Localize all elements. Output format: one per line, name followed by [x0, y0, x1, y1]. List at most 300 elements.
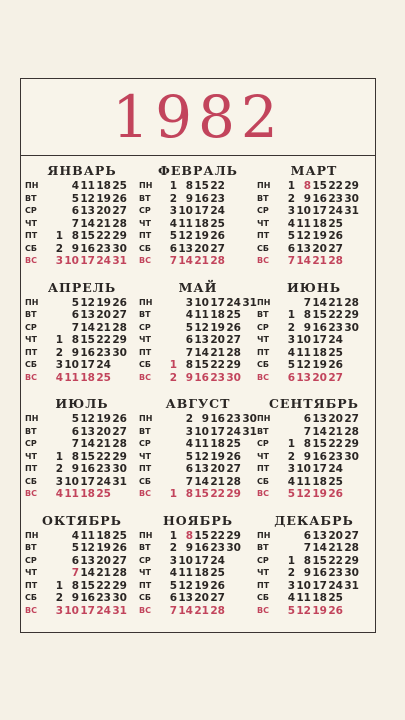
- day-cell: 2: [287, 450, 295, 463]
- day-cell: 19: [312, 230, 327, 242]
- day-cell: 16: [80, 463, 95, 475]
- day-cell: 9: [303, 450, 311, 463]
- day-cell: 21: [210, 346, 225, 359]
- day-cell: 9: [71, 242, 79, 255]
- day-cell: 5: [287, 604, 295, 617]
- day-cell: 22: [96, 579, 111, 592]
- weekday-label: СР: [139, 322, 151, 332]
- year-title: 1982: [112, 83, 284, 151]
- day-cell: 4: [185, 438, 193, 450]
- weekday-label: СР: [25, 555, 37, 565]
- day-cell: 7: [71, 567, 79, 579]
- weekday-label: ВС: [139, 372, 151, 382]
- weekday-label: ЧТ: [25, 451, 37, 461]
- weekday-label: ВТ: [139, 310, 151, 319]
- day-cell: 15: [194, 529, 209, 542]
- day-cell: 29: [226, 529, 241, 542]
- empty-cell: [161, 476, 177, 489]
- weekday-label: ЧТ: [25, 335, 37, 344]
- day-cell: 20: [328, 413, 343, 425]
- day-cell: 27: [328, 371, 343, 384]
- weekday-label: ВС: [25, 372, 37, 382]
- day-cell: 23: [96, 242, 111, 255]
- day-cell: 15: [312, 309, 327, 321]
- day-cell: 31: [242, 425, 257, 438]
- day-cell: 18: [312, 217, 327, 230]
- month-name: НОЯБРЬ: [162, 512, 234, 528]
- day-cell: 6: [185, 463, 193, 475]
- day-cell: 22: [328, 554, 343, 567]
- day-cell: 24: [96, 604, 111, 617]
- month-block: [257, 279, 371, 396]
- empty-cell: [111, 359, 127, 372]
- day-cell: 17: [312, 463, 327, 475]
- month-name: СЕНТЯБРЬ: [268, 396, 359, 411]
- day-cell: 22: [96, 230, 111, 242]
- weekday-label: ПН: [139, 530, 153, 540]
- day-cell: 10: [64, 604, 79, 617]
- empty-cell: [47, 205, 63, 218]
- day-cell: 1: [55, 450, 63, 463]
- empty-cell: [47, 297, 63, 310]
- day-cell: 28: [344, 296, 359, 309]
- day-cell: 25: [328, 346, 343, 359]
- day-cell: 10: [64, 359, 79, 371]
- day-cell: 23: [96, 346, 111, 359]
- empty-cell: [343, 255, 359, 268]
- day-cell: 24: [96, 359, 111, 371]
- weekday-label: ПТ: [139, 347, 152, 357]
- day-cell: 29: [112, 579, 127, 592]
- empty-cell: [161, 413, 177, 426]
- day-cell: 30: [344, 321, 359, 334]
- day-cell: 15: [312, 438, 327, 450]
- day-cell: 14: [80, 438, 95, 450]
- day-cell: 31: [344, 205, 359, 217]
- day-cell: 10: [296, 463, 311, 475]
- day-cell: 2: [55, 463, 63, 475]
- empty-cell: [343, 243, 359, 256]
- day-cell: 24: [96, 255, 111, 267]
- day-cell: 31: [112, 475, 127, 488]
- day-cell: 12: [194, 450, 209, 463]
- day-cell: 9: [303, 567, 311, 579]
- weekday-label: ВТ: [25, 310, 37, 319]
- day-cell: 17: [80, 604, 95, 617]
- day-cell: 6: [71, 425, 79, 438]
- day-cell: 7: [71, 438, 79, 450]
- day-cell: 30: [226, 371, 241, 384]
- day-cell: 23: [328, 567, 343, 579]
- weekday-label: ПН: [25, 530, 39, 540]
- day-cell: 16: [312, 450, 327, 463]
- weekday-label: ПН: [139, 181, 153, 190]
- day-cell: 23: [328, 450, 343, 463]
- day-cell: 8: [71, 334, 79, 346]
- day-cell: 29: [112, 334, 127, 346]
- day-cell: 8: [185, 488, 193, 500]
- weekday-label: ВС: [139, 489, 151, 498]
- weekday-label: СР: [257, 439, 269, 448]
- day-cell: 14: [312, 542, 327, 554]
- day-cell: 28: [226, 475, 241, 488]
- day-cell: 30: [226, 542, 241, 554]
- day-cell: 28: [210, 604, 225, 617]
- day-cell: 19: [312, 359, 327, 371]
- day-cell: 16: [194, 371, 209, 384]
- day-cell: 11: [296, 475, 311, 488]
- day-cell: 25: [226, 309, 241, 321]
- empty-cell: [47, 567, 63, 580]
- day-cell: 30: [112, 592, 127, 604]
- weekday-label: ВТ: [257, 426, 269, 436]
- empty-cell: [241, 359, 257, 372]
- month-name: ДЕКАБРЬ: [274, 512, 354, 528]
- weekday-label: ВТ: [139, 543, 151, 552]
- day-cell: 8: [303, 554, 311, 567]
- empty-cell: [47, 309, 63, 322]
- weekday-label: СБ: [257, 593, 269, 602]
- day-cell: 22: [210, 180, 225, 192]
- weekday-label: СР: [257, 206, 269, 215]
- month-name: ИЮНЬ: [286, 279, 342, 295]
- day-cell: 20: [96, 425, 111, 438]
- day-cell: 17: [312, 579, 327, 592]
- day-cell: 22: [96, 450, 111, 463]
- empty-cell: [161, 426, 177, 439]
- day-cell: 18: [96, 180, 111, 192]
- day-cell: 16: [312, 567, 327, 579]
- day-cell: 20: [96, 205, 111, 217]
- day-cell: 5: [287, 230, 295, 242]
- empty-cell: [343, 218, 359, 231]
- weekday-label: СБ: [25, 243, 37, 253]
- month-name: ФЕВРАЛЬ: [158, 163, 238, 178]
- empty-cell: [279, 426, 295, 439]
- day-cell: 23: [210, 371, 225, 384]
- day-cell: 16: [80, 346, 95, 359]
- day-cell: 30: [112, 242, 127, 255]
- day-cell: 11: [296, 346, 311, 359]
- day-cell: 2: [287, 567, 295, 579]
- day-cell: 11: [194, 438, 209, 450]
- day-cell: 30: [344, 450, 359, 463]
- day-cell: 23: [226, 413, 241, 425]
- day-cell: 21: [210, 475, 225, 488]
- day-cell: 17: [194, 554, 209, 567]
- day-cell: 9: [71, 463, 79, 475]
- day-cell: 22: [210, 488, 225, 500]
- day-cell: 1: [287, 554, 295, 567]
- day-cell: 25: [210, 567, 225, 579]
- weekday-label: ВТ: [139, 426, 151, 436]
- day-cell: 6: [169, 592, 177, 604]
- weekday-label: ВТ: [139, 193, 151, 203]
- day-cell: 10: [296, 579, 311, 592]
- day-cell: 10: [296, 334, 311, 346]
- weekday-label: ВС: [25, 256, 37, 265]
- day-cell: 9: [303, 321, 311, 334]
- empty-cell: [343, 592, 359, 605]
- day-cell: 15: [80, 450, 95, 463]
- weekday-label: ПТ: [25, 231, 38, 240]
- day-cell: 20: [312, 242, 327, 255]
- weekday-label: ВС: [139, 605, 151, 615]
- day-cell: 30: [344, 567, 359, 579]
- empty-cell: [161, 322, 177, 335]
- empty-cell: [279, 530, 295, 543]
- day-cell: 12: [194, 321, 209, 334]
- empty-cell: [161, 463, 177, 476]
- day-cell: 21: [328, 425, 343, 438]
- weekday-label: ПТ: [257, 231, 270, 240]
- empty-cell: [111, 372, 127, 385]
- day-cell: 4: [169, 217, 177, 230]
- day-cell: 20: [328, 529, 343, 542]
- weekday-label: СР: [257, 322, 269, 332]
- day-cell: 6: [71, 554, 79, 567]
- day-cell: 13: [194, 334, 209, 346]
- day-cell: 25: [328, 592, 343, 604]
- day-cell: 13: [80, 554, 95, 567]
- month-block: [139, 279, 257, 396]
- day-cell: 6: [303, 529, 311, 542]
- day-cell: 13: [80, 425, 95, 438]
- empty-cell: [225, 567, 241, 580]
- day-cell: 10: [194, 296, 209, 309]
- empty-cell: [241, 438, 257, 451]
- day-cell: 16: [210, 413, 225, 425]
- day-cell: 21: [96, 438, 111, 450]
- day-cell: 19: [312, 488, 327, 500]
- day-cell: 18: [312, 592, 327, 604]
- day-cell: 6: [71, 309, 79, 321]
- weekday-label: ПТ: [257, 347, 270, 357]
- empty-cell: [343, 476, 359, 489]
- day-cell: 26: [112, 413, 127, 425]
- day-cell: 27: [112, 309, 127, 321]
- day-cell: 19: [210, 321, 225, 334]
- weekday-label: ПН: [139, 414, 153, 423]
- day-cell: 16: [194, 542, 209, 554]
- month-block: [139, 395, 257, 512]
- day-cell: 4: [287, 217, 295, 230]
- day-cell: 31: [242, 296, 257, 309]
- weekday-label: СР: [25, 322, 37, 332]
- day-cell: 2: [55, 242, 63, 255]
- day-cell: 17: [210, 425, 225, 438]
- day-cell: 7: [185, 346, 193, 359]
- day-cell: 13: [312, 413, 327, 425]
- weekday-label: СР: [25, 206, 37, 215]
- day-cell: 22: [210, 529, 225, 542]
- day-cell: 27: [328, 242, 343, 255]
- day-cell: 21: [96, 217, 111, 230]
- day-cell: 27: [112, 425, 127, 438]
- day-cell: 9: [71, 346, 79, 359]
- day-cell: 3: [169, 554, 177, 567]
- day-cell: 27: [344, 413, 359, 425]
- day-cell: 29: [344, 554, 359, 567]
- day-cell: 26: [328, 488, 343, 500]
- day-cell: 30: [344, 192, 359, 205]
- weekday-label: СР: [139, 555, 151, 565]
- day-cell: 3: [185, 296, 193, 309]
- empty-cell: [47, 426, 63, 439]
- day-cell: 5: [287, 359, 295, 371]
- day-cell: 18: [80, 371, 95, 384]
- empty-cell: [343, 463, 359, 476]
- day-cell: 16: [194, 192, 209, 205]
- day-cell: 1: [169, 488, 177, 500]
- day-cell: 11: [194, 309, 209, 321]
- weekday-label: ПТ: [139, 231, 152, 240]
- empty-cell: [343, 230, 359, 243]
- weekday-label: ЧТ: [139, 568, 151, 577]
- day-cell: 3: [287, 579, 295, 592]
- day-cell: 13: [296, 371, 311, 384]
- day-cell: 27: [112, 554, 127, 567]
- months-grid: [21, 156, 375, 632]
- day-cell: 10: [64, 255, 79, 267]
- day-cell: 12: [178, 230, 193, 242]
- empty-cell: [47, 438, 63, 451]
- empty-cell: [225, 580, 241, 593]
- day-cell: 1: [55, 230, 63, 242]
- weekday-label: ЧТ: [257, 568, 269, 577]
- weekday-label: СБ: [139, 593, 151, 602]
- day-cell: 2: [169, 371, 177, 384]
- empty-cell: [225, 592, 241, 605]
- weekday-label: СБ: [139, 476, 151, 486]
- day-cell: 24: [96, 475, 111, 488]
- day-cell: 8: [71, 230, 79, 242]
- day-cell: 23: [96, 592, 111, 604]
- day-cell: 29: [344, 180, 359, 192]
- day-cell: 8: [185, 359, 193, 371]
- day-cell: 12: [296, 359, 311, 371]
- empty-cell: [111, 488, 127, 501]
- day-cell: 28: [226, 346, 241, 359]
- day-cell: 9: [303, 192, 311, 205]
- day-cell: 20: [96, 554, 111, 567]
- day-cell: 5: [169, 230, 177, 242]
- month-block: [25, 279, 139, 396]
- day-cell: 14: [80, 321, 95, 334]
- weekday-label: ВС: [25, 489, 37, 498]
- day-cell: 26: [328, 230, 343, 242]
- day-cell: 24: [226, 296, 241, 309]
- empty-cell: [343, 605, 359, 618]
- day-cell: 15: [80, 334, 95, 346]
- day-cell: 8: [185, 180, 193, 192]
- day-cell: 1: [55, 579, 63, 592]
- day-cell: 25: [210, 217, 225, 230]
- day-cell: 11: [80, 180, 95, 192]
- day-cell: 9: [185, 371, 193, 384]
- day-cell: 17: [210, 296, 225, 309]
- day-cell: 4: [55, 371, 63, 384]
- day-cell: 5: [169, 579, 177, 592]
- empty-cell: [241, 322, 257, 335]
- day-cell: 26: [328, 604, 343, 617]
- weekday-label: ЧТ: [25, 568, 37, 577]
- day-cell: 11: [296, 592, 311, 604]
- day-cell: 25: [328, 475, 343, 488]
- empty-cell: [241, 451, 257, 464]
- month-block: [139, 512, 257, 629]
- day-cell: 29: [112, 450, 127, 463]
- empty-cell: [343, 334, 359, 347]
- day-cell: 23: [210, 192, 225, 205]
- empty-cell: [47, 555, 63, 568]
- day-cell: 12: [296, 230, 311, 242]
- day-cell: 25: [96, 488, 111, 500]
- weekday-label: ПН: [257, 530, 271, 540]
- day-cell: 24: [226, 425, 241, 438]
- day-cell: 3: [169, 205, 177, 217]
- day-cell: 13: [80, 205, 95, 217]
- day-cell: 12: [296, 488, 311, 500]
- day-cell: 29: [226, 488, 241, 500]
- month-block: [25, 162, 139, 279]
- empty-cell: [241, 309, 257, 322]
- weekday-label: ВТ: [25, 426, 37, 436]
- weekday-label: ПТ: [139, 580, 152, 590]
- day-cell: 18: [312, 475, 327, 488]
- day-cell: 14: [80, 567, 95, 579]
- day-cell: 30: [242, 413, 257, 425]
- day-cell: 18: [210, 438, 225, 450]
- day-cell: 26: [112, 542, 127, 554]
- empty-cell: [225, 605, 241, 618]
- day-cell: 4: [287, 346, 295, 359]
- day-cell: 31: [344, 579, 359, 592]
- empty-cell: [343, 359, 359, 372]
- day-cell: 24: [328, 463, 343, 475]
- month-block: [139, 162, 257, 279]
- day-cell: 1: [287, 438, 295, 450]
- day-cell: 13: [312, 529, 327, 542]
- day-cell: 13: [178, 242, 193, 255]
- weekday-label: ВТ: [257, 543, 269, 552]
- weekday-label: СБ: [139, 360, 151, 369]
- day-cell: 8: [71, 579, 79, 592]
- day-cell: 14: [296, 255, 311, 267]
- day-cell: 14: [312, 425, 327, 438]
- weekday-label: ВС: [257, 605, 269, 615]
- day-cell: 19: [312, 604, 327, 617]
- weekday-label: СБ: [25, 476, 37, 486]
- empty-cell: [47, 322, 63, 335]
- month-name: ИЮЛЬ: [55, 396, 109, 411]
- day-cell: 4: [169, 567, 177, 579]
- day-cell: 18: [194, 217, 209, 230]
- day-cell: 13: [80, 309, 95, 321]
- weekday-label: ПТ: [25, 580, 38, 590]
- day-cell: 24: [328, 579, 343, 592]
- day-cell: 3: [287, 463, 295, 475]
- day-cell: 7: [169, 255, 177, 267]
- month-block: [25, 395, 139, 512]
- day-cell: 26: [226, 450, 241, 463]
- day-cell: 1: [55, 334, 63, 346]
- day-cell: 10: [178, 205, 193, 217]
- day-cell: 24: [328, 334, 343, 346]
- day-cell: 21: [312, 255, 327, 267]
- day-cell: 8: [71, 450, 79, 463]
- weekday-label: ПН: [257, 297, 271, 307]
